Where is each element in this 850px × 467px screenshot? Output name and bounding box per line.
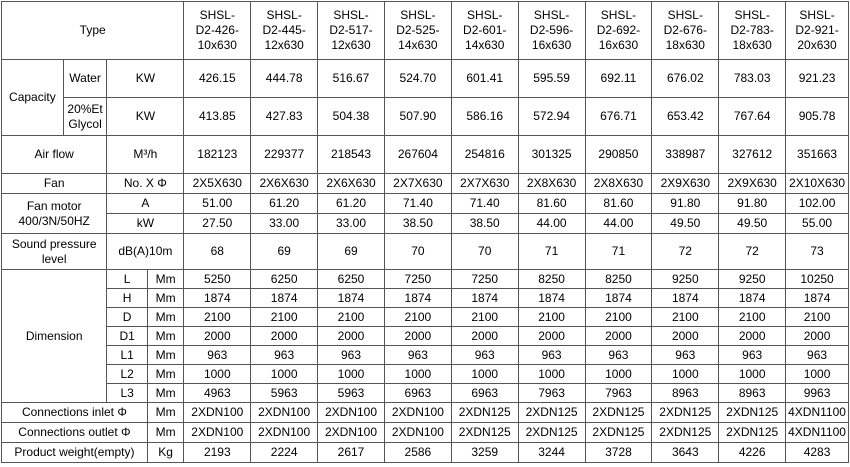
value-cell: 8250 [585, 270, 652, 289]
value-cell: 301325 [518, 136, 585, 174]
value-cell: 2617 [318, 443, 385, 463]
value-cell: 2XDN125 [585, 423, 652, 443]
value-cell: 2X9X630 [719, 174, 786, 194]
dimension-key: H [107, 289, 148, 308]
dimension-key: D1 [107, 327, 148, 346]
value-cell: 2000 [585, 327, 652, 346]
value-cell: 1000 [318, 365, 385, 384]
dimension-row [2, 346, 849, 365]
spec-table [1, 1, 849, 463]
value-cell: 2586 [384, 443, 451, 463]
value-cell: 2000 [251, 327, 318, 346]
model-header-line: SHSL- [400, 8, 436, 22]
model-header-line: SHSL- [199, 8, 235, 22]
value-cell: 3259 [451, 443, 518, 463]
value-cell: 1874 [384, 289, 451, 308]
value-cell: 963 [585, 346, 652, 365]
value-cell: 44.00 [585, 214, 652, 234]
value-cell: 5963 [318, 384, 385, 403]
value-cell: 1000 [719, 365, 786, 384]
model-header-line: 16x630 [531, 38, 572, 52]
value-cell: 524.70 [384, 60, 451, 98]
fan-motor-label-line: Fan motor [26, 198, 82, 213]
model-header [451, 2, 518, 60]
value-cell: 1874 [652, 289, 719, 308]
sound-label [2, 234, 107, 270]
value-cell: 2X10X630 [786, 174, 849, 194]
value-cell: 595.59 [518, 60, 585, 98]
airflow-label: Air flow [2, 136, 107, 174]
value-cell: 182123 [184, 136, 251, 174]
value-cell: 267604 [384, 136, 451, 174]
model-header [318, 2, 385, 60]
value-cell: 1874 [318, 289, 385, 308]
unit-cell: Mm [147, 365, 183, 384]
value-cell: 1000 [585, 365, 652, 384]
value-cell: 71 [518, 234, 585, 270]
connections-outlet-label: Connections outlet Φ [2, 423, 148, 443]
value-cell: 767.64 [719, 98, 786, 136]
value-cell: 2100 [451, 308, 518, 327]
airflow-row [2, 136, 849, 174]
value-cell: 2XDN125 [451, 403, 518, 423]
unit-cell: Kg [147, 443, 183, 463]
value-cell: 1000 [451, 365, 518, 384]
value-cell: 61.20 [318, 194, 385, 214]
value-cell: 5250 [184, 270, 251, 289]
value-cell: 9250 [719, 270, 786, 289]
value-cell: 1874 [719, 289, 786, 308]
capacity-water-row [2, 60, 849, 98]
value-cell: 2XDN125 [451, 423, 518, 443]
model-header-line: 14x630 [398, 38, 438, 52]
dimension-row [2, 384, 849, 403]
value-cell: 2XDN125 [585, 403, 652, 423]
value-cell: 3244 [518, 443, 585, 463]
model-header-line: D2-601- [463, 23, 507, 37]
value-cell: 1874 [251, 289, 318, 308]
unit-cell: Mm [147, 270, 183, 289]
weight-label: Product weight(empty) [2, 443, 148, 463]
value-cell: 8963 [719, 384, 786, 403]
value-cell: 1874 [184, 289, 251, 308]
model-header-line: D2-596- [529, 23, 574, 37]
dimension-row [2, 270, 849, 289]
unit-cell: Mm [147, 403, 183, 423]
model-header-line: D2-783- [730, 23, 774, 37]
value-cell: 676.02 [652, 60, 719, 98]
value-cell: 2100 [518, 308, 585, 327]
value-cell: 921.23 [786, 60, 849, 98]
dimension-label: Dimension [2, 270, 107, 403]
capacity-glycol-row [2, 98, 849, 136]
value-cell: 963 [251, 346, 318, 365]
dimension-key: L2 [107, 365, 148, 384]
model-header-line: SHSL- [533, 8, 570, 22]
value-cell: 351663 [786, 136, 849, 174]
connections-outlet-row [2, 423, 849, 443]
value-cell: 2000 [786, 327, 849, 346]
value-cell: 3643 [652, 443, 719, 463]
value-cell: 507.90 [384, 98, 451, 136]
value-cell: 2100 [184, 308, 251, 327]
model-header-line: SHSL- [734, 8, 770, 22]
dimension-row [2, 365, 849, 384]
value-cell: 9250 [652, 270, 719, 289]
value-cell: 1874 [585, 289, 652, 308]
value-cell: 2XDN100 [184, 403, 251, 423]
type-header: Type [2, 2, 184, 60]
value-cell: 1874 [518, 289, 585, 308]
model-header-line: SHSL- [266, 8, 302, 22]
fan-row [2, 174, 849, 194]
value-cell: 2XDN100 [184, 423, 251, 443]
water-label: Water [63, 60, 107, 98]
value-cell: 2XDN100 [318, 403, 385, 423]
value-cell: 2XDN100 [384, 403, 451, 423]
value-cell: 38.50 [384, 214, 451, 234]
value-cell: 963 [719, 346, 786, 365]
model-header-line: SHSL- [600, 8, 637, 22]
value-cell: 61.20 [251, 194, 318, 214]
glycol-label-line: 20%Et [67, 101, 103, 116]
value-cell: 218543 [318, 136, 385, 174]
value-cell: 9963 [786, 384, 849, 403]
unit-cell: No. X Φ [107, 174, 184, 194]
value-cell: 963 [786, 346, 849, 365]
value-cell: 963 [318, 346, 385, 365]
dimension-row [2, 289, 849, 308]
value-cell: 2100 [384, 308, 451, 327]
value-cell: 72 [719, 234, 786, 270]
model-header [251, 2, 318, 60]
value-cell: 327612 [719, 136, 786, 174]
value-cell: 4226 [719, 443, 786, 463]
value-cell: 72 [652, 234, 719, 270]
value-cell: 338987 [652, 136, 719, 174]
value-cell: 3728 [585, 443, 652, 463]
value-cell: 33.00 [318, 214, 385, 234]
model-header [384, 2, 451, 60]
value-cell: 905.78 [786, 98, 849, 136]
value-cell: 73 [786, 234, 849, 270]
weight-row [2, 443, 849, 463]
value-cell: 427.83 [251, 98, 318, 136]
value-cell: 2XDN125 [518, 403, 585, 423]
value-cell: 44.00 [518, 214, 585, 234]
model-header-line: SHSL- [799, 8, 835, 22]
value-cell: 6963 [451, 384, 518, 403]
model-header-line: 10x630 [197, 38, 237, 52]
value-cell: 91.80 [652, 194, 719, 214]
value-cell: 2100 [786, 308, 849, 327]
value-cell: 1000 [384, 365, 451, 384]
value-cell: 7963 [585, 384, 652, 403]
value-cell: 2XDN100 [251, 403, 318, 423]
glycol-label [63, 98, 107, 136]
value-cell: 71.40 [384, 194, 451, 214]
connections-inlet-row [2, 403, 849, 423]
value-cell: 783.03 [719, 60, 786, 98]
value-cell: 413.85 [184, 98, 251, 136]
value-cell: 4283 [786, 443, 849, 463]
value-cell: 1000 [652, 365, 719, 384]
value-cell: 2X6X630 [318, 174, 385, 194]
value-cell: 49.50 [719, 214, 786, 234]
model-header-line: 18x630 [732, 38, 772, 52]
unit-cell: Mm [147, 289, 183, 308]
unit-cell: kW [107, 214, 184, 234]
value-cell: 71 [585, 234, 652, 270]
model-header-line: 12x630 [264, 38, 304, 52]
connections-inlet-label: Connections inlet Φ [2, 403, 148, 423]
model-header-line: 18x630 [665, 38, 705, 52]
unit-cell: M³/h [107, 136, 184, 174]
value-cell: 1000 [518, 365, 585, 384]
model-header-line: D2-517- [329, 23, 373, 37]
value-cell: 1000 [251, 365, 318, 384]
sound-row [2, 234, 849, 270]
value-cell: 49.50 [652, 214, 719, 234]
value-cell: 69 [251, 234, 318, 270]
fan-motor-kw-row [2, 214, 849, 234]
value-cell: 2XDN125 [719, 403, 786, 423]
value-cell: 963 [451, 346, 518, 365]
model-header-line: D2-921- [795, 23, 839, 37]
fan-motor-amps-row [2, 194, 849, 214]
value-cell: 963 [384, 346, 451, 365]
unit-cell: Mm [147, 327, 183, 346]
dimension-row [2, 308, 849, 327]
value-cell: 963 [652, 346, 719, 365]
fan-motor-label [2, 194, 107, 234]
unit-cell: dB(A)10m [107, 234, 184, 270]
value-cell: 6250 [251, 270, 318, 289]
unit-cell: Mm [147, 346, 183, 365]
value-cell: 2100 [251, 308, 318, 327]
value-cell: 2X5X630 [184, 174, 251, 194]
dimension-key: L3 [107, 384, 148, 403]
unit-cell: A [107, 194, 184, 214]
value-cell: 4XDN1100 [786, 423, 849, 443]
model-header-line: D2-445- [262, 23, 306, 37]
value-cell: 2000 [518, 327, 585, 346]
value-cell: 2000 [719, 327, 786, 346]
value-cell: 7250 [451, 270, 518, 289]
value-cell: 102.00 [786, 194, 849, 214]
model-header-line: SHSL- [467, 8, 503, 22]
model-header-line: D2-426- [195, 23, 239, 37]
dimension-row [2, 327, 849, 346]
value-cell: 1874 [786, 289, 849, 308]
model-header [719, 2, 786, 60]
model-header-line: SHSL- [333, 8, 369, 22]
value-cell: 1000 [786, 365, 849, 384]
value-cell: 426.15 [184, 60, 251, 98]
value-cell: 55.00 [786, 214, 849, 234]
value-cell: 692.11 [585, 60, 652, 98]
value-cell: 516.67 [318, 60, 385, 98]
value-cell: 2XDN125 [719, 423, 786, 443]
value-cell: 81.60 [585, 194, 652, 214]
dimension-key: L1 [107, 346, 148, 365]
value-cell: 572.94 [518, 98, 585, 136]
value-cell: 1000 [184, 365, 251, 384]
value-cell: 2X7X630 [384, 174, 451, 194]
value-cell: 2X8X630 [585, 174, 652, 194]
value-cell: 81.60 [518, 194, 585, 214]
model-header-line: D2-525- [396, 23, 440, 37]
value-cell: 653.42 [652, 98, 719, 136]
value-cell: 2100 [652, 308, 719, 327]
value-cell: 229377 [251, 136, 318, 174]
unit-cell: Mm [147, 308, 183, 327]
unit-cell: Mm [147, 384, 183, 403]
value-cell: 51.00 [184, 194, 251, 214]
value-cell: 444.78 [251, 60, 318, 98]
value-cell: 91.80 [719, 194, 786, 214]
value-cell: 5963 [251, 384, 318, 403]
model-header-line: D2-692- [596, 23, 641, 37]
value-cell: 7250 [384, 270, 451, 289]
value-cell: 963 [184, 346, 251, 365]
value-cell: 71.40 [451, 194, 518, 214]
model-header-line: 12x630 [331, 38, 371, 52]
value-cell: 2000 [451, 327, 518, 346]
value-cell: 963 [518, 346, 585, 365]
fan-label: Fan [2, 174, 107, 194]
value-cell: 8250 [518, 270, 585, 289]
capacity-label: Capacity [2, 60, 64, 136]
model-header [518, 2, 585, 60]
value-cell: 2193 [184, 443, 251, 463]
value-cell: 33.00 [251, 214, 318, 234]
value-cell: 8963 [652, 384, 719, 403]
value-cell: 38.50 [451, 214, 518, 234]
sound-label-line: Sound pressure [11, 236, 97, 251]
unit-cell: KW [107, 98, 184, 136]
value-cell: 2XDN100 [384, 423, 451, 443]
dimension-key: D [107, 308, 148, 327]
value-cell: 1874 [451, 289, 518, 308]
value-cell: 7963 [518, 384, 585, 403]
value-cell: 2100 [719, 308, 786, 327]
glycol-label-line: Glycol [68, 116, 102, 131]
value-cell: 2XDN100 [318, 423, 385, 443]
model-header [786, 2, 849, 60]
value-cell: 2XDN125 [652, 423, 719, 443]
value-cell: 27.50 [184, 214, 251, 234]
value-cell: 290850 [585, 136, 652, 174]
model-header-line: 16x630 [598, 38, 639, 52]
fan-motor-label-line: 400/3N/50HZ [18, 213, 90, 228]
value-cell: 2XDN125 [518, 423, 585, 443]
value-cell: 69 [318, 234, 385, 270]
value-cell: 2X9X630 [652, 174, 719, 194]
model-header [585, 2, 652, 60]
value-cell: 68 [184, 234, 251, 270]
value-cell: 2000 [652, 327, 719, 346]
model-header-line: 20x630 [797, 38, 837, 52]
model-header [652, 2, 719, 60]
model-header-line: 14x630 [465, 38, 505, 52]
value-cell: 2XDN100 [251, 423, 318, 443]
value-cell: 2X6X630 [251, 174, 318, 194]
value-cell: 2100 [318, 308, 385, 327]
header-row [2, 2, 849, 60]
value-cell: 6963 [384, 384, 451, 403]
value-cell: 4XDN1100 [786, 403, 849, 423]
unit-cell: KW [107, 60, 184, 98]
value-cell: 4963 [184, 384, 251, 403]
dimension-key: L [107, 270, 148, 289]
value-cell: 6250 [318, 270, 385, 289]
sound-label-line: level [41, 251, 67, 266]
value-cell: 70 [451, 234, 518, 270]
value-cell: 2000 [384, 327, 451, 346]
unit-cell: Mm [147, 423, 183, 443]
model-header-line: D2-676- [663, 23, 707, 37]
value-cell: 254816 [451, 136, 518, 174]
model-header [184, 2, 251, 60]
value-cell: 2000 [318, 327, 385, 346]
model-header-line: SHSL- [667, 8, 703, 22]
value-cell: 601.41 [451, 60, 518, 98]
value-cell: 2XDN125 [652, 403, 719, 423]
value-cell: 676.71 [585, 98, 652, 136]
value-cell: 2000 [184, 327, 251, 346]
value-cell: 70 [384, 234, 451, 270]
value-cell: 2224 [251, 443, 318, 463]
value-cell: 504.38 [318, 98, 385, 136]
value-cell: 2100 [585, 308, 652, 327]
value-cell: 10250 [786, 270, 849, 289]
value-cell: 586.16 [451, 98, 518, 136]
value-cell: 2X7X630 [451, 174, 518, 194]
value-cell: 2X8X630 [518, 174, 585, 194]
